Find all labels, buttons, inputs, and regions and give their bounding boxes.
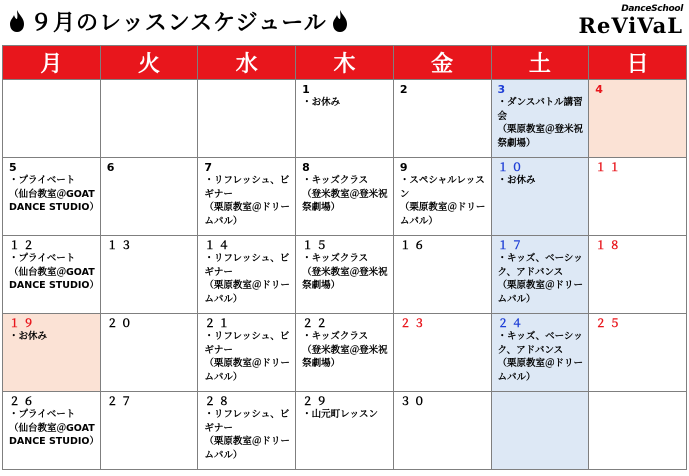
day-cell bbox=[393, 314, 491, 392]
day-number: 5 bbox=[9, 161, 20, 174]
day-number: １４ bbox=[204, 239, 233, 252]
event-text: ・プライベート bbox=[9, 175, 76, 186]
day-number: 4 bbox=[595, 83, 606, 96]
weekday-mon: 月 bbox=[3, 46, 101, 80]
event-text: （栗原教室＠ドリームパル） bbox=[497, 358, 584, 383]
event-text: （栗原教室＠ドリームパル） bbox=[204, 358, 290, 383]
day-number: 7 bbox=[204, 161, 216, 174]
day-cell bbox=[100, 158, 198, 236]
event-text: （仙台教室＠GOAT DANCE STUDIO） bbox=[9, 266, 99, 291]
event-text: （仙台教室＠GOAT DANCE STUDIO） bbox=[9, 422, 99, 447]
weekday-sat: 土 bbox=[491, 46, 589, 80]
logo-name: ReViVaL bbox=[578, 13, 683, 38]
weekday-sun: 日 bbox=[589, 46, 687, 80]
flame-icon bbox=[8, 9, 26, 33]
day-cell bbox=[296, 80, 394, 158]
event-text: ・山元町レッスン bbox=[302, 409, 379, 420]
event-text: （栗原教室＠ドリームパル） bbox=[399, 202, 486, 227]
day-cell bbox=[491, 158, 589, 236]
day-cell bbox=[491, 236, 589, 314]
event-text: （栗原教室＠ドリームパル） bbox=[497, 280, 584, 305]
day-cell bbox=[589, 314, 687, 392]
event-text: （登米教室＠登米祝祭劇場） bbox=[302, 344, 388, 369]
day-number bbox=[595, 395, 682, 408]
day-number: １８ bbox=[595, 239, 624, 252]
weekday-thu: 木 bbox=[296, 46, 394, 80]
day-number: １５ bbox=[302, 239, 331, 252]
logo-subtitle: DanceSchool bbox=[621, 4, 683, 14]
weekday-header-row bbox=[3, 46, 687, 80]
day-number: １３ bbox=[106, 239, 135, 252]
day-cell bbox=[296, 158, 394, 236]
day-cell bbox=[198, 392, 296, 470]
event-text: （栗原教室＠ドリームパル） bbox=[204, 436, 290, 461]
event-text: ・キッズクラス bbox=[302, 331, 369, 342]
day-cell bbox=[589, 158, 687, 236]
day-cell bbox=[491, 80, 589, 158]
day-cell bbox=[491, 392, 589, 470]
day-number bbox=[204, 83, 291, 96]
day-cell bbox=[296, 314, 394, 392]
day-number bbox=[107, 83, 194, 96]
day-number: ２３ bbox=[399, 317, 428, 330]
event-text: ・リフレッシュ、ビギナー bbox=[204, 175, 290, 200]
day-number: １７ bbox=[497, 239, 526, 252]
day-cell bbox=[3, 80, 101, 158]
day-number: ２５ bbox=[595, 317, 624, 330]
day-number: ２４ bbox=[497, 317, 526, 330]
day-number: 6 bbox=[106, 161, 118, 174]
event-text: ・ダンスバトル講習会 bbox=[497, 97, 583, 122]
day-cell bbox=[198, 80, 296, 158]
day-cell bbox=[393, 80, 491, 158]
page-header bbox=[0, 0, 689, 44]
event-text: ・お休み bbox=[9, 331, 48, 342]
day-cell bbox=[589, 80, 687, 158]
event-text: ・キッズ、ベーシック、アドバンス bbox=[497, 331, 583, 356]
day-cell bbox=[198, 158, 296, 236]
day-number: 8 bbox=[302, 161, 313, 174]
event-text: ・プライベート bbox=[9, 253, 76, 264]
day-number: ２８ bbox=[204, 395, 233, 408]
event-text: （栗原教室＠ドリームパル） bbox=[204, 202, 290, 227]
day-number: 1 bbox=[302, 83, 313, 96]
schedule-calendar bbox=[2, 45, 687, 470]
day-cell bbox=[3, 158, 101, 236]
day-cell bbox=[296, 392, 394, 470]
day-cell bbox=[3, 236, 101, 314]
day-number: １２ bbox=[9, 239, 37, 252]
day-number: １１ bbox=[595, 161, 624, 174]
day-number: １６ bbox=[399, 239, 428, 252]
day-number: ３０ bbox=[399, 395, 428, 408]
day-number: ２７ bbox=[106, 395, 135, 408]
day-cell bbox=[198, 314, 296, 392]
day-number: ２０ bbox=[106, 317, 135, 330]
day-cell bbox=[393, 236, 491, 314]
week-row bbox=[3, 158, 687, 236]
event-text: （仙台教室＠GOAT DANCE STUDIO） bbox=[9, 188, 99, 213]
flame-icon bbox=[331, 9, 349, 33]
day-number: ２６ bbox=[9, 395, 37, 408]
week-row bbox=[3, 236, 687, 314]
day-number: ２９ bbox=[302, 395, 331, 408]
event-text: ・リフレッシュ、ビギナー bbox=[204, 331, 290, 356]
week-row bbox=[3, 80, 687, 158]
event-text: ・キッズクラス bbox=[302, 175, 369, 186]
week-row bbox=[3, 314, 687, 392]
page-title: ９月のレッスンスケジュール bbox=[30, 10, 327, 36]
week-row bbox=[3, 392, 687, 470]
event-text: ・キッズクラス bbox=[302, 253, 369, 264]
day-cell bbox=[3, 392, 101, 470]
day-cell bbox=[100, 392, 198, 470]
day-cell bbox=[100, 314, 198, 392]
day-number: ２２ bbox=[302, 317, 331, 330]
day-number: １０ bbox=[497, 161, 526, 174]
event-text: ・キッズ、ベーシック、アドバンス bbox=[497, 253, 583, 278]
event-text: ・リフレッシュ、ビギナー bbox=[204, 253, 290, 278]
day-number: 3 bbox=[497, 83, 509, 96]
day-number: 9 bbox=[399, 161, 411, 174]
day-cell bbox=[100, 236, 198, 314]
event-text: （栗原教室＠登米祝祭劇場） bbox=[497, 124, 584, 149]
event-text: （登米教室＠登米祝祭劇場） bbox=[302, 266, 388, 291]
day-cell bbox=[589, 236, 687, 314]
day-cell bbox=[198, 236, 296, 314]
weekday-wed: 水 bbox=[198, 46, 296, 80]
school-logo bbox=[577, 4, 683, 40]
day-cell bbox=[393, 158, 491, 236]
weekday-tue: 火 bbox=[100, 46, 198, 80]
day-number bbox=[9, 83, 96, 96]
event-text: ・リフレッシュ、ビギナー bbox=[204, 409, 290, 434]
day-number: １９ bbox=[9, 317, 37, 330]
day-cell bbox=[296, 236, 394, 314]
title-bar bbox=[8, 6, 349, 36]
day-cell bbox=[393, 392, 491, 470]
event-text: ・プライベート bbox=[9, 409, 76, 420]
day-cell bbox=[589, 392, 687, 470]
day-cell bbox=[3, 314, 101, 392]
day-number: 2 bbox=[399, 83, 411, 96]
event-text: ・お休み bbox=[497, 175, 536, 186]
day-cell bbox=[491, 314, 589, 392]
weekday-fri: 金 bbox=[393, 46, 491, 80]
day-cell bbox=[100, 80, 198, 158]
day-number bbox=[498, 395, 585, 408]
event-text: （栗原教室＠ドリームパル） bbox=[204, 280, 290, 305]
event-text: ・スペシャルレッスン bbox=[399, 175, 485, 200]
event-text: ・お休み bbox=[302, 97, 341, 108]
event-text: （登米教室＠登米祝祭劇場） bbox=[302, 188, 388, 213]
day-number: ２１ bbox=[204, 317, 233, 330]
